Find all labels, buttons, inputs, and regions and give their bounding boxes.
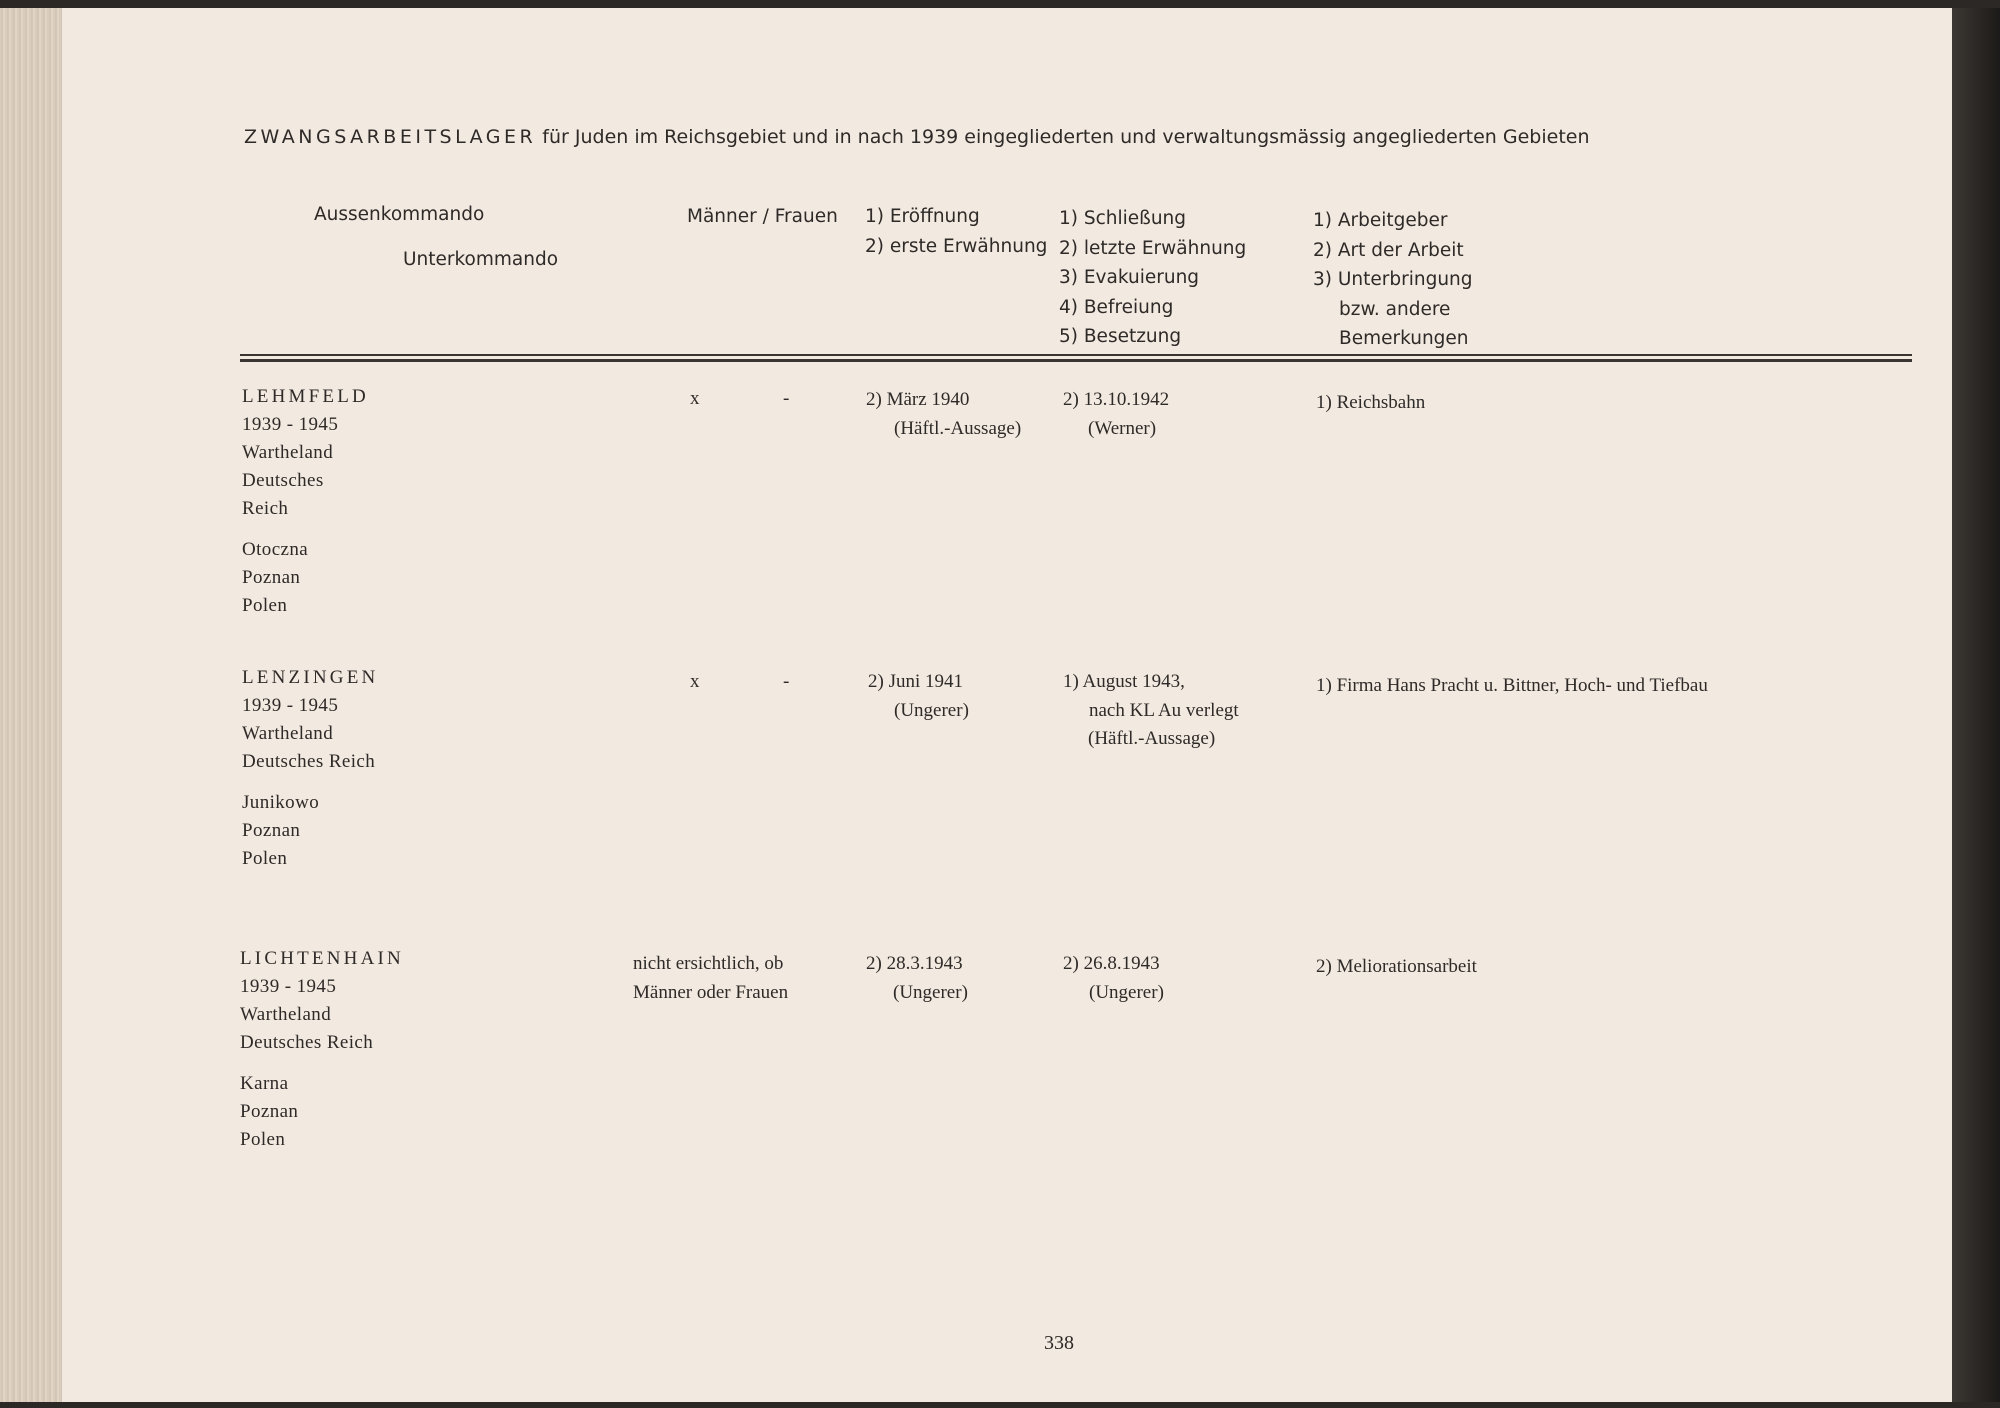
women-mark: -: [783, 671, 790, 692]
camp-name: LENZINGEN: [242, 667, 379, 688]
subcamp-country: Polen: [242, 848, 288, 869]
opening-line: (Ungerer): [893, 981, 968, 1003]
header-closing-line: 1) Schließung: [1059, 208, 1187, 229]
subcamp-country: Polen: [242, 595, 288, 616]
header-rule-upper: [240, 354, 1912, 356]
header-employer-line: 1) Arbeitgeber: [1313, 210, 1448, 231]
camp-region: Wartheland: [242, 442, 334, 463]
closing-line: 1) August 1943,: [1063, 671, 1185, 692]
header-closing-line: 3) Evakuierung: [1059, 267, 1200, 288]
camp-years: 1939 - 1945: [242, 695, 339, 716]
closing-line: (Häftl.-Aussage): [1088, 728, 1216, 749]
women-mark: -: [783, 388, 790, 409]
page-number: 338: [1044, 1332, 1074, 1354]
right-margin-shadow: [1952, 0, 2000, 1408]
header-closing-line: 5) Besetzung: [1059, 326, 1182, 347]
header-maenner-frauen: Männer / Frauen: [687, 206, 838, 227]
opening-line: (Ungerer): [894, 699, 969, 721]
title-description: für Juden im Reichsgebiet und in nach 1939 eingegliederten und verwaltungsmässig angegliederten Gebieten: [542, 126, 1590, 148]
closing-line: (Ungerer): [1089, 981, 1164, 1003]
header-unterkommando: Unterkommando: [403, 249, 559, 270]
men-women-note-line: nicht ersichtlich, ob: [633, 953, 784, 974]
header-closing-line: 4) Befreiung: [1059, 296, 1174, 318]
opening-line: 2) März 1940: [866, 389, 970, 410]
closing-line: 2) 13.10.1942: [1063, 389, 1170, 410]
employer-info: 2) Meliorationsarbeit: [1316, 956, 1477, 977]
header-closing-column: [1059, 204, 1246, 352]
subcamp-country: Polen: [240, 1129, 286, 1150]
header-employer-column: [1313, 206, 1473, 354]
opening-line: 2) Juni 1941: [868, 671, 963, 692]
location-block: [242, 664, 378, 873]
opening-line: (Häftl.-Aussage): [894, 417, 1022, 439]
subcamp-place: Junikowo: [242, 792, 320, 813]
camp-region: Wartheland: [240, 1004, 332, 1025]
camp-state: Deutsches Reich: [240, 1032, 374, 1053]
header-employer-line: Bemerkungen: [1339, 328, 1469, 349]
opening-info: [868, 668, 969, 725]
employer-info: 1) Reichsbahn: [1316, 392, 1426, 413]
camp-name: LEHMFELD: [242, 386, 369, 407]
location-block: [240, 945, 404, 1154]
title-camp-type: ZWANGSARBEITSLAGER: [244, 126, 537, 148]
opening-line: 2) 28.3.1943: [866, 953, 963, 974]
employer-info: 1) Firma Hans Pracht u. Bittner, Hoch- und Tiefbau: [1316, 675, 1708, 696]
men-women-note-line: Männer oder Frauen: [633, 981, 789, 1003]
subcamp-city: Poznan: [242, 567, 301, 588]
camp-region: Wartheland: [242, 723, 334, 744]
header-closing-line: 2) letzte Erwähnung: [1059, 237, 1247, 259]
men-women-note: [633, 950, 788, 1007]
camp-years: 1939 - 1945: [242, 414, 339, 435]
header-employer-line: 3) Unterbringung: [1313, 269, 1473, 290]
top-margin-shadow: [0, 0, 2000, 8]
closing-line: (Werner): [1088, 417, 1157, 439]
opening-info: [866, 950, 968, 1007]
header-employer-line: bzw. andere: [1339, 298, 1451, 320]
closing-info: [1063, 386, 1169, 443]
opening-info: [866, 386, 1021, 443]
header-opening-column: [865, 202, 1047, 261]
closing-line: 2) 26.8.1943: [1063, 953, 1160, 974]
header-rule-lower: [240, 359, 1912, 362]
header-aussenkommando: Aussenkommando: [314, 204, 485, 225]
men-mark: x: [690, 671, 700, 692]
closing-info: [1063, 668, 1239, 754]
subcamp-city: Poznan: [242, 820, 301, 841]
camp-state: Deutsches Reich: [242, 751, 376, 772]
header-opening-line: 1) Eröffnung: [865, 206, 980, 227]
header-employer-line: 2) Art der Arbeit: [1313, 239, 1464, 261]
camp-years: 1939 - 1945: [240, 976, 337, 997]
page-title: [244, 126, 1590, 148]
subcamp-place: Karna: [240, 1073, 289, 1094]
subcamp-place: Otoczna: [242, 539, 309, 560]
camp-state: Deutsches Reich: [242, 470, 324, 519]
closing-line: nach KL Au verlegt: [1089, 699, 1239, 721]
location-block: [242, 383, 369, 620]
men-mark: x: [690, 388, 700, 409]
header-opening-line: 2) erste Erwähnung: [865, 235, 1048, 257]
bottom-margin-shadow: [0, 1402, 2000, 1408]
closing-info: [1063, 950, 1164, 1007]
camp-name: LICHTENHAIN: [240, 948, 404, 969]
subcamp-city: Poznan: [240, 1101, 299, 1122]
